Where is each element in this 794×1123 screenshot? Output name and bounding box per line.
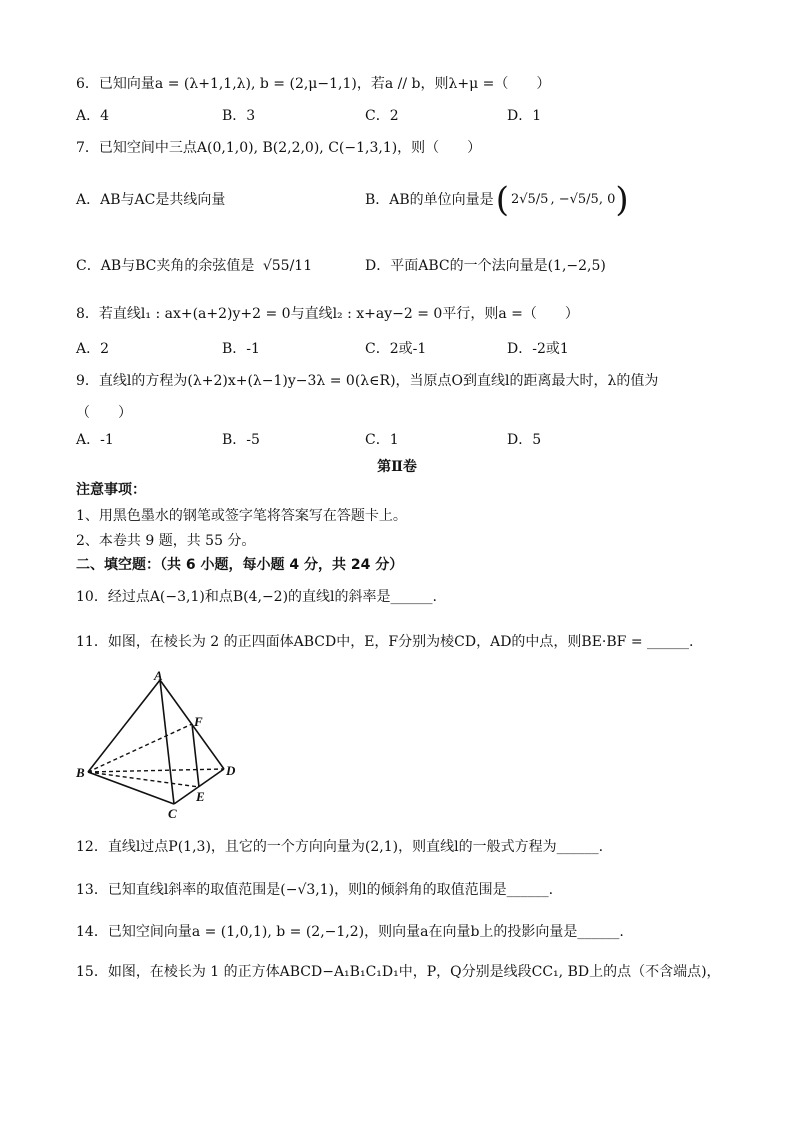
q8-option-c: C．2或-1 bbox=[365, 341, 427, 357]
q7-vec-y: −√5/5 bbox=[558, 192, 599, 207]
q6-option-c: C．2 bbox=[365, 108, 399, 124]
edge-ab bbox=[88, 680, 160, 772]
vertex-c-label: C bbox=[168, 806, 177, 821]
q8-stem: 8．若直线l₁ : ax+(a+2)y+2 = 0与直线l₂ : x+ay−2 = 0平行，则a =（ ） bbox=[76, 306, 579, 322]
notice-item-1: 1、用黑色墨水的钢笔或签字笔将答案写在答题卡上。 bbox=[76, 508, 407, 524]
notice-item-2: 2、本卷共 9 题，共 55 分。 bbox=[76, 533, 256, 549]
notice-title: 注意事项： bbox=[76, 482, 146, 498]
right-paren-icon: ) bbox=[615, 180, 629, 220]
q6-stem: 6．已知向量a = (λ+1,1,λ), b = (2,μ−1,1)，若a // b，则λ+μ =（ ） bbox=[76, 76, 551, 92]
section-title: 第Ⅱ卷 bbox=[377, 459, 417, 475]
vertex-b-label: B bbox=[76, 765, 85, 780]
q12-stem: 12．直线l过点P(1,3)，且它的一个方向向量为(2,1)，则直线l的一般式方程为______. bbox=[76, 839, 604, 855]
q7-option-c-value: √55/11 bbox=[262, 258, 313, 274]
q15-stem: 15．如图，在棱长为 1 的正方体ABCD−A₁B₁C₁D₁中，P，Q分别是线段CC₁, BD上的点（不含端点)， bbox=[76, 964, 721, 980]
q9-option-d: D．5 bbox=[507, 432, 542, 448]
tetrahedron-figure bbox=[74, 668, 236, 821]
q9-stem: 9．直线l的方程为(λ+2)x+(λ−1)y−3λ = 0(λ∈R)，当原点O到直线l的距离最大时，λ的值为 bbox=[76, 373, 659, 389]
point-f-label: F bbox=[194, 714, 203, 729]
q7-option-c-label: C．AB与BC夹角的余弦值是 bbox=[76, 258, 255, 274]
q14-stem: 14．已知空间向量a = (1,0,1), b = (2,−1,2)，则向量a在向量b上的投影向量是______. bbox=[76, 924, 624, 940]
q11-stem: 11．如图，在棱长为 2 的正四面体ABCD中，E，F分别为棱CD，AD的中点，则BE·BF = ______. bbox=[76, 634, 694, 650]
segment-bf bbox=[88, 724, 192, 772]
q7-option-c bbox=[76, 256, 312, 276]
q9-option-a: A．-1 bbox=[76, 432, 114, 448]
q7-vec-x: 2√5/5 bbox=[510, 192, 549, 207]
q8-option-a: A．2 bbox=[76, 341, 110, 357]
q9-option-c: C．1 bbox=[365, 432, 399, 448]
point-e-label: E bbox=[196, 789, 205, 804]
q7-vec-z: 0 bbox=[607, 192, 616, 207]
segment-be bbox=[88, 772, 199, 787]
edge-bc bbox=[88, 772, 174, 804]
q9-option-b: B．-5 bbox=[222, 432, 260, 448]
q7-option-b-vector: 2√5/5 , −√5/5, 0 bbox=[510, 192, 616, 207]
q9-stem-paren: （ ） bbox=[76, 405, 132, 421]
left-paren-icon: ( bbox=[495, 180, 509, 220]
q7-stem: 7．已知空间中三点A(0,1,0), B(2,2,0), C(−1,3,1)，则（ ） bbox=[76, 140, 482, 156]
edge-ac bbox=[160, 680, 174, 804]
q13-stem: 13．已知直线l斜率的取值范围是(−√3,1)，则l的倾斜角的取值范围是______. bbox=[76, 882, 554, 898]
edge-bd bbox=[88, 769, 224, 772]
q8-option-d: D．-2或1 bbox=[507, 341, 569, 357]
q7-option-b bbox=[365, 178, 629, 222]
q7-option-d: D．平面ABC的一个法向量是(1,−2,5) bbox=[365, 258, 606, 274]
q7-option-a: A．AB与AC是共线向量 bbox=[76, 192, 226, 208]
q6-option-a: A．4 bbox=[76, 108, 110, 124]
section-heading: 二、填空题：（共 6 小题，每小题 4 分，共 24 分） bbox=[76, 557, 404, 573]
q6-option-d: D．1 bbox=[507, 108, 542, 124]
q6-option-b: B．3 bbox=[222, 108, 256, 124]
vertex-a-label: A bbox=[154, 668, 163, 683]
q7-option-b-label: B．AB的单位向量是 bbox=[365, 192, 494, 208]
q8-option-b: B．-1 bbox=[222, 341, 260, 357]
q10-stem: 10．经过点A(−3,1)和点B(4,−2)的直线l的斜率是______. bbox=[76, 589, 437, 605]
vertex-d-label: D bbox=[226, 763, 236, 778]
